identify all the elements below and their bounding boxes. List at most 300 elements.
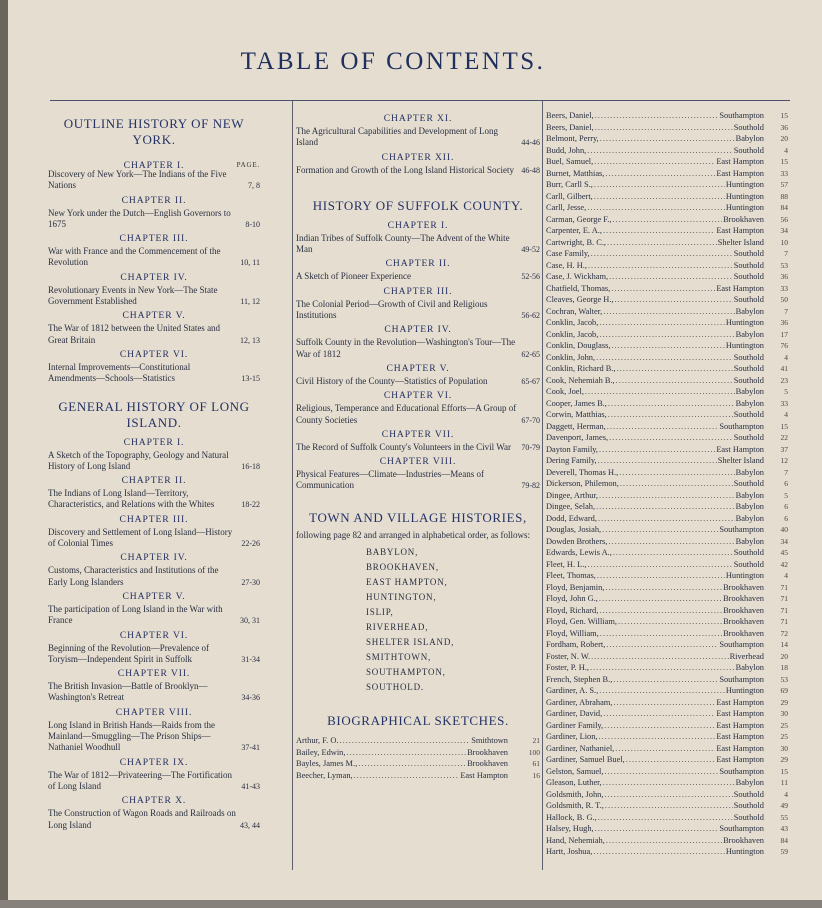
town-item[interactable]: HUNTINGTON,	[366, 592, 437, 603]
bio-page: 53	[780, 260, 788, 270]
leader-dots	[613, 674, 718, 686]
bio-name: Case, J. Wickham,	[546, 272, 609, 281]
bio-name: Gleason, Luther,	[546, 778, 602, 787]
bio-entry[interactable]	[546, 835, 788, 847]
chapter-title: Internal Improvements—Constitutional Amendments—Schools—Statistics	[48, 361, 191, 384]
column-right	[546, 110, 788, 890]
bio-entry[interactable]	[546, 294, 788, 306]
bio-page: 71	[780, 617, 788, 626]
page-shadow	[0, 0, 8, 908]
chapter-title: Formation and Growth of the Long Island Historical Society	[296, 164, 514, 175]
chapter-entry[interactable]	[296, 271, 540, 282]
chapter-entry[interactable]	[48, 643, 260, 666]
bio-entry[interactable]	[546, 225, 788, 237]
leader-dots	[598, 513, 735, 525]
bio-entry[interactable]	[546, 559, 788, 571]
bio-town: Huntington	[725, 318, 764, 327]
bio-entry[interactable]	[546, 582, 788, 594]
bio-page: 88	[780, 191, 788, 201]
bio-name: Gardiner, Samuel Buel,	[546, 755, 625, 764]
column-divider-2	[542, 101, 543, 870]
bio-page: 22	[780, 433, 788, 442]
bio-name: French, Stephen B.,	[546, 674, 613, 684]
town-item[interactable]: ISLIP,	[366, 607, 394, 618]
bio-name: Conklin, Douglass,	[546, 341, 611, 350]
bio-town: Southold	[733, 295, 764, 304]
chapter-title: Revolutionary Events in New York—The State Government Established	[48, 284, 218, 307]
bottom-edge	[0, 900, 822, 908]
chapter-entry[interactable]	[296, 165, 540, 176]
suffolk-chapters	[296, 220, 540, 492]
bio-entry[interactable]	[546, 202, 788, 214]
bio-entry[interactable]	[546, 133, 788, 145]
bio-entry[interactable]	[546, 731, 788, 743]
chapter-title: Customs, Characteristics and Institutions of the Early Long Islanders	[48, 565, 219, 587]
chapter-pages: 37-41	[241, 743, 260, 753]
chapter-entry[interactable]	[48, 169, 260, 192]
leader-dots	[618, 616, 722, 628]
bio-name: Dering Family,	[546, 456, 597, 465]
leader-dots	[597, 570, 725, 582]
bio-page: 37	[780, 444, 788, 454]
chapter-label: CHAPTER II.	[385, 258, 451, 270]
leader-dots	[587, 202, 725, 214]
bio-town: Babylon	[735, 536, 764, 546]
bio-name: Conklin, Richard B.,	[546, 364, 616, 373]
chapter-pages: 10, 11	[240, 258, 260, 268]
bio-page: 15	[780, 421, 788, 431]
bio-page: 30	[780, 709, 788, 718]
chapter-label: CHAPTER V.	[122, 590, 186, 602]
town-item[interactable]: SOUTHOLD.	[366, 682, 424, 693]
chapter-label: CHAPTER I.	[387, 219, 449, 231]
bio-page: 7	[784, 249, 788, 258]
bio-town: East Hampton	[716, 283, 764, 293]
bio-page: 20	[780, 651, 788, 661]
bio-name: Hartt, Joshua,	[546, 847, 593, 856]
bio-town: Huntington	[725, 686, 764, 695]
bio-town: Brookhaven	[723, 214, 764, 224]
leader-dots	[599, 593, 722, 605]
bio-town: Brookhaven	[723, 605, 764, 615]
bio-entry[interactable]	[546, 754, 788, 766]
bio-town: East Hampton	[716, 732, 764, 741]
chapter-title: Discovery of New York—The Indians of the Five Nations	[48, 169, 227, 191]
bio-town: Babylon	[735, 398, 764, 408]
bio-list-right	[546, 110, 788, 858]
bio-entry[interactable]	[546, 122, 788, 134]
bio-entry[interactable]	[546, 444, 788, 456]
bio-page: 15	[780, 111, 788, 120]
bio-town: Smithtown	[471, 736, 508, 746]
bio-page: 84	[780, 203, 788, 212]
bio-entry[interactable]	[546, 191, 788, 203]
chapter-label: CHAPTER IV.	[384, 324, 452, 336]
chapter-title: War with France and the Commencement of the Revolution	[48, 246, 221, 268]
bio-name: Corwin, Matthias,	[546, 410, 607, 419]
bio-entry[interactable]	[546, 823, 788, 835]
bio-name: Conklin, Jacob,	[546, 318, 599, 327]
bio-page: 23	[780, 375, 788, 385]
chapter-pages: 49-52	[521, 245, 540, 255]
chapter-pages: 46-48	[521, 165, 540, 175]
bio-entry[interactable]	[546, 478, 788, 490]
bio-name: Carman, George F.,	[546, 214, 612, 224]
chapter-entry[interactable]	[296, 469, 540, 492]
chapter-entry[interactable]	[48, 285, 260, 308]
bio-town: Southold	[733, 479, 764, 488]
bio-name: Goldsmith, John,	[546, 789, 604, 799]
bio-entry[interactable]	[546, 168, 788, 180]
chapter-entry[interactable]	[296, 299, 540, 322]
bio-entry[interactable]	[546, 743, 788, 755]
section-heading-bio: BIOGRAPHICAL SKETCHES.	[327, 713, 509, 729]
chapter-entry[interactable]	[48, 450, 260, 473]
bio-town: Southold	[733, 249, 764, 258]
chapter-label: CHAPTER II.	[121, 475, 187, 487]
bio-town: Shelter Island	[717, 237, 764, 247]
bio-entry[interactable]	[546, 651, 788, 663]
bio-entry[interactable]	[546, 283, 788, 295]
bio-entry[interactable]	[546, 363, 788, 375]
town-item[interactable]: BROOKHAVEN,	[366, 562, 439, 573]
bio-entry[interactable]	[546, 777, 788, 789]
chapter-entry[interactable]	[296, 442, 540, 453]
bio-name: Beers, Daniel,	[546, 111, 594, 120]
bio-entry[interactable]	[546, 628, 788, 640]
bio-name: Goldsmith, R. T.,	[546, 801, 604, 810]
column-middle	[296, 110, 540, 890]
new-york-chapters	[48, 160, 260, 385]
bio-page: 53	[780, 674, 788, 684]
chapter-entry[interactable]	[48, 681, 260, 704]
bio-page: 7	[784, 306, 788, 316]
bio-entry[interactable]	[546, 800, 788, 812]
chapter-entry[interactable]	[48, 604, 260, 627]
bio-page: 36	[780, 272, 788, 281]
bio-entry[interactable]	[546, 639, 788, 651]
town-item[interactable]: SHELTER ISLAND,	[366, 637, 455, 648]
leader-dots	[595, 122, 733, 134]
chapter-entry[interactable]	[48, 720, 260, 754]
bio-name: Fleet, H. L.,	[546, 559, 587, 569]
leader-dots	[594, 191, 725, 203]
bio-town: Southold	[733, 433, 764, 442]
leader-dots	[599, 317, 725, 329]
column-divider-1	[292, 101, 293, 870]
town-item[interactable]: BABYLON,	[366, 547, 419, 558]
bio-entry[interactable]	[546, 248, 788, 260]
bio-town: Southold	[733, 789, 764, 799]
bio-name: Fleet, Thomas,	[546, 571, 596, 580]
leader-dots	[593, 846, 725, 858]
chapter-entry[interactable]	[296, 376, 540, 387]
bio-page: 4	[784, 352, 788, 362]
bio-entry[interactable]	[546, 340, 788, 352]
bio-entry[interactable]	[546, 237, 788, 249]
bio-entry[interactable]	[296, 770, 540, 782]
bio-town: East Hampton	[460, 770, 508, 780]
bio-name: Dodd, Edward,	[546, 513, 597, 523]
bio-town: Babylon	[735, 329, 764, 339]
bio-name: Carll, Gilbert,	[546, 191, 593, 201]
bio-town: Southold	[733, 122, 764, 132]
bio-entry[interactable]	[546, 110, 788, 122]
bio-town: Brookhaven	[467, 747, 508, 757]
bio-town: Southampton	[719, 674, 764, 684]
bio-entry[interactable]	[546, 260, 788, 272]
leader-dots	[604, 766, 718, 778]
bio-entry[interactable]	[546, 501, 788, 513]
chapter-pages: 30, 31	[240, 616, 260, 626]
chapter-label: CHAPTER VIII.	[115, 706, 193, 718]
chapter-entry[interactable]	[48, 770, 260, 793]
bio-name: Bailey, Edwin,	[296, 747, 346, 757]
bio-page: 5	[784, 490, 788, 500]
chapter-entry[interactable]	[48, 488, 260, 511]
continued-chapters	[296, 113, 540, 176]
leader-dots	[599, 685, 725, 697]
leader-dots	[612, 214, 722, 226]
bio-town: Southampton	[719, 525, 764, 534]
bio-page: 61	[532, 759, 540, 769]
leader-dots	[626, 754, 716, 766]
bio-name: Floyd, Benjamin,	[546, 582, 605, 592]
bio-entry[interactable]	[546, 674, 788, 686]
bio-page: 69	[780, 686, 788, 695]
town-item[interactable]: SMITHTOWN,	[366, 652, 432, 663]
leader-dots	[340, 735, 471, 747]
chapter-pages: 27-30	[241, 577, 260, 587]
bio-entry[interactable]	[546, 386, 788, 398]
bio-entry[interactable]	[546, 398, 788, 410]
bio-town: Babylon	[735, 306, 764, 316]
chapter-label: CHAPTER VI.	[119, 629, 189, 641]
bio-name: Cooper, James B.,	[546, 398, 607, 408]
chapter-title: The Record of Suffolk County's Volunteers in the Civil War	[296, 441, 511, 452]
bio-entry[interactable]	[546, 766, 788, 778]
leader-dots	[358, 758, 466, 770]
chapter-title: A Sketch of the Topography, Geology and Natural History of Long Island	[48, 449, 229, 471]
bio-entry[interactable]	[546, 524, 788, 536]
chapter-pages: 18-22	[241, 500, 260, 510]
bio-town: Southampton	[719, 766, 764, 776]
bio-name: Fordham, Robert,	[546, 640, 606, 649]
bio-page: 29	[780, 697, 788, 707]
bio-town: Southold	[733, 559, 764, 569]
bio-entry[interactable]	[546, 570, 788, 582]
bio-entry[interactable]	[546, 352, 788, 364]
bio-page: 72	[780, 628, 788, 638]
chapter-label: CHAPTER I.	[123, 160, 185, 171]
bio-page: 43	[780, 824, 788, 833]
bio-entry[interactable]	[546, 536, 788, 548]
town-item[interactable]: SOUTHAMPTON,	[366, 667, 446, 678]
bio-entry[interactable]	[546, 513, 788, 525]
bio-name: Budd, John,	[546, 145, 587, 155]
chapter-label: CHAPTER III.	[119, 513, 189, 525]
bio-page: 6	[784, 502, 788, 511]
bio-entry[interactable]	[546, 846, 788, 858]
bio-page: 16	[532, 770, 540, 780]
bio-name: Gardiner Family,	[546, 720, 604, 730]
chapter-entry[interactable]	[48, 527, 260, 550]
leader-dots	[602, 524, 718, 536]
chapter-entry[interactable]	[48, 208, 260, 231]
chapter-entry[interactable]	[296, 126, 540, 149]
bio-name: Gardiner, Lion,	[546, 732, 598, 741]
bio-entry[interactable]	[546, 306, 788, 318]
bio-entry[interactable]	[546, 375, 788, 387]
chapter-title: The Construction of Wagon Roads and Railroads on Long Island	[48, 808, 236, 830]
chapter-entry[interactable]	[48, 565, 260, 588]
bio-name: Hallock, B. G.,	[546, 812, 597, 822]
bio-entry[interactable]	[546, 409, 788, 421]
bio-entry[interactable]	[296, 747, 540, 759]
bio-page: 25	[780, 720, 788, 730]
bio-entry[interactable]	[546, 329, 788, 341]
chapter-title: Discovery and Settlement of Long Island—History of Colonial Times	[48, 526, 233, 549]
leader-dots	[609, 432, 733, 444]
bio-town: Babylon	[735, 134, 764, 143]
bio-town: East Hampton	[716, 157, 764, 166]
bio-page: 33	[780, 168, 788, 178]
chapter-label: CHAPTER X.	[121, 795, 187, 807]
chapter-pages: 41-43	[241, 781, 260, 791]
bio-name: Floyd, Gen. William,	[546, 617, 617, 626]
chapter-title: Long Island in British Hands—Raids from the Mainland—Smuggling—The Prison Ships—Nathaniel Woodhull	[48, 719, 215, 753]
bio-entry[interactable]	[546, 490, 788, 502]
chapter-label: CHAPTER I.	[123, 436, 185, 448]
bio-entry[interactable]	[546, 593, 788, 605]
bio-page: 40	[780, 525, 788, 534]
bio-entry[interactable]	[546, 662, 788, 674]
bio-name: Dingee, Selah,	[546, 502, 596, 511]
bio-town: Brookhaven	[723, 594, 764, 603]
bio-name: Dowden Brothers,	[546, 536, 608, 546]
chapter-entry[interactable]	[48, 362, 260, 385]
chapter-title: New York under the Dutch—English Governors to 1675	[48, 207, 231, 229]
leader-dots	[587, 145, 732, 157]
chapter-title: Indian Tribes of Suffolk County—The Advent of the White Man	[296, 232, 510, 255]
bio-page: 33	[780, 398, 788, 408]
bio-entry[interactable]	[546, 789, 788, 801]
leader-dots	[590, 662, 735, 674]
bio-entry[interactable]	[546, 179, 788, 191]
bio-entry[interactable]	[546, 156, 788, 168]
chapter-pages: 12, 13	[240, 335, 260, 345]
chapter-title: Beginning of the Revolution—Prevalence of Toryism—Independent Spirit in Suffolk	[48, 642, 209, 664]
leader-dots	[608, 398, 735, 410]
chapter-entry[interactable]	[296, 403, 540, 426]
section-heading-long-island: GENERAL HISTORY OF LONG ISLAND.	[58, 398, 250, 430]
chapter-entry[interactable]	[296, 233, 540, 256]
leader-dots	[604, 720, 715, 732]
town-item[interactable]: EAST HAMPTON,	[366, 577, 448, 588]
chapter-pages: 62-65	[521, 349, 540, 359]
bio-name: Davenport, James,	[546, 433, 609, 442]
bio-page: 84	[780, 835, 788, 845]
bio-name: Gardiner, Abraham,	[546, 697, 613, 707]
bio-entry[interactable]	[546, 697, 788, 709]
chapter-label: CHAPTER IV.	[120, 552, 188, 564]
leader-dots	[617, 363, 733, 375]
leader-dots	[598, 812, 733, 824]
bio-town: Southold	[733, 812, 764, 822]
bio-town: East Hampton	[716, 226, 764, 235]
bio-page: 71	[780, 594, 788, 603]
bio-page: 10	[780, 237, 788, 247]
bio-entry[interactable]	[546, 547, 788, 559]
bio-page: 17	[780, 329, 788, 339]
leader-dots	[594, 179, 725, 191]
document-page	[8, 0, 822, 900]
bio-entry[interactable]	[546, 616, 788, 628]
chapter-label: CHAPTER II.	[121, 194, 187, 206]
bio-entry[interactable]	[546, 685, 788, 697]
bio-page: 50	[780, 295, 788, 304]
bio-entry[interactable]	[546, 432, 788, 444]
bio-page: 76	[780, 341, 788, 350]
bio-page: 14	[780, 640, 788, 649]
bio-entry[interactable]	[546, 145, 788, 157]
bio-entry[interactable]	[546, 317, 788, 329]
chapter-label: CHAPTER VI.	[119, 348, 189, 360]
bio-page: 36	[780, 122, 788, 132]
leader-dots	[619, 467, 734, 479]
bio-entry[interactable]	[546, 812, 788, 824]
chapter-entry[interactable]	[48, 246, 260, 269]
section-heading-towns: TOWN AND VILLAGE HISTORIES,	[309, 509, 527, 525]
bio-town: Babylon	[735, 490, 764, 500]
bio-name: Beecher, Lyman,	[296, 770, 353, 780]
town-item[interactable]: RIVERHEAD,	[366, 622, 429, 633]
bio-entry[interactable]	[546, 605, 788, 617]
bio-entry[interactable]	[546, 720, 788, 732]
chapter-label: CHAPTER VI.	[383, 390, 453, 402]
bio-entry[interactable]	[546, 708, 788, 720]
section-heading-new-york: OUTLINE HISTORY OF NEW YORK.	[63, 116, 245, 147]
chapter-title: The War of 1812—Privateering—The Fortification of Long Island	[48, 769, 233, 791]
leader-dots	[603, 777, 735, 789]
bio-name: Floyd, Richard,	[546, 605, 599, 615]
bio-town: Riverhead	[729, 651, 764, 661]
bio-page: 11	[780, 778, 788, 787]
bio-page: 57	[780, 180, 788, 189]
leader-dots	[595, 110, 719, 122]
bio-town: Babylon	[735, 778, 764, 787]
chapter-entry[interactable]	[296, 337, 540, 360]
chapter-entry[interactable]	[48, 323, 260, 346]
bio-page: 6	[784, 513, 788, 523]
bio-town: Southold	[733, 375, 764, 385]
leader-dots	[613, 697, 715, 709]
bio-page: 45	[780, 548, 788, 557]
bio-town: Southampton	[719, 824, 764, 833]
bio-entry[interactable]	[546, 421, 788, 433]
chapter-label: CHAPTER V.	[386, 362, 450, 374]
bio-entry[interactable]	[546, 271, 788, 283]
bio-entry[interactable]	[546, 455, 788, 467]
bio-town: Babylon	[735, 502, 764, 511]
chapter-entry[interactable]	[48, 808, 260, 831]
bio-entry[interactable]	[296, 758, 540, 770]
bio-entry[interactable]	[546, 467, 788, 479]
bio-entry[interactable]	[296, 735, 540, 747]
bio-entry[interactable]	[546, 214, 788, 226]
leader-dots	[605, 800, 733, 812]
leader-dots	[608, 409, 733, 421]
